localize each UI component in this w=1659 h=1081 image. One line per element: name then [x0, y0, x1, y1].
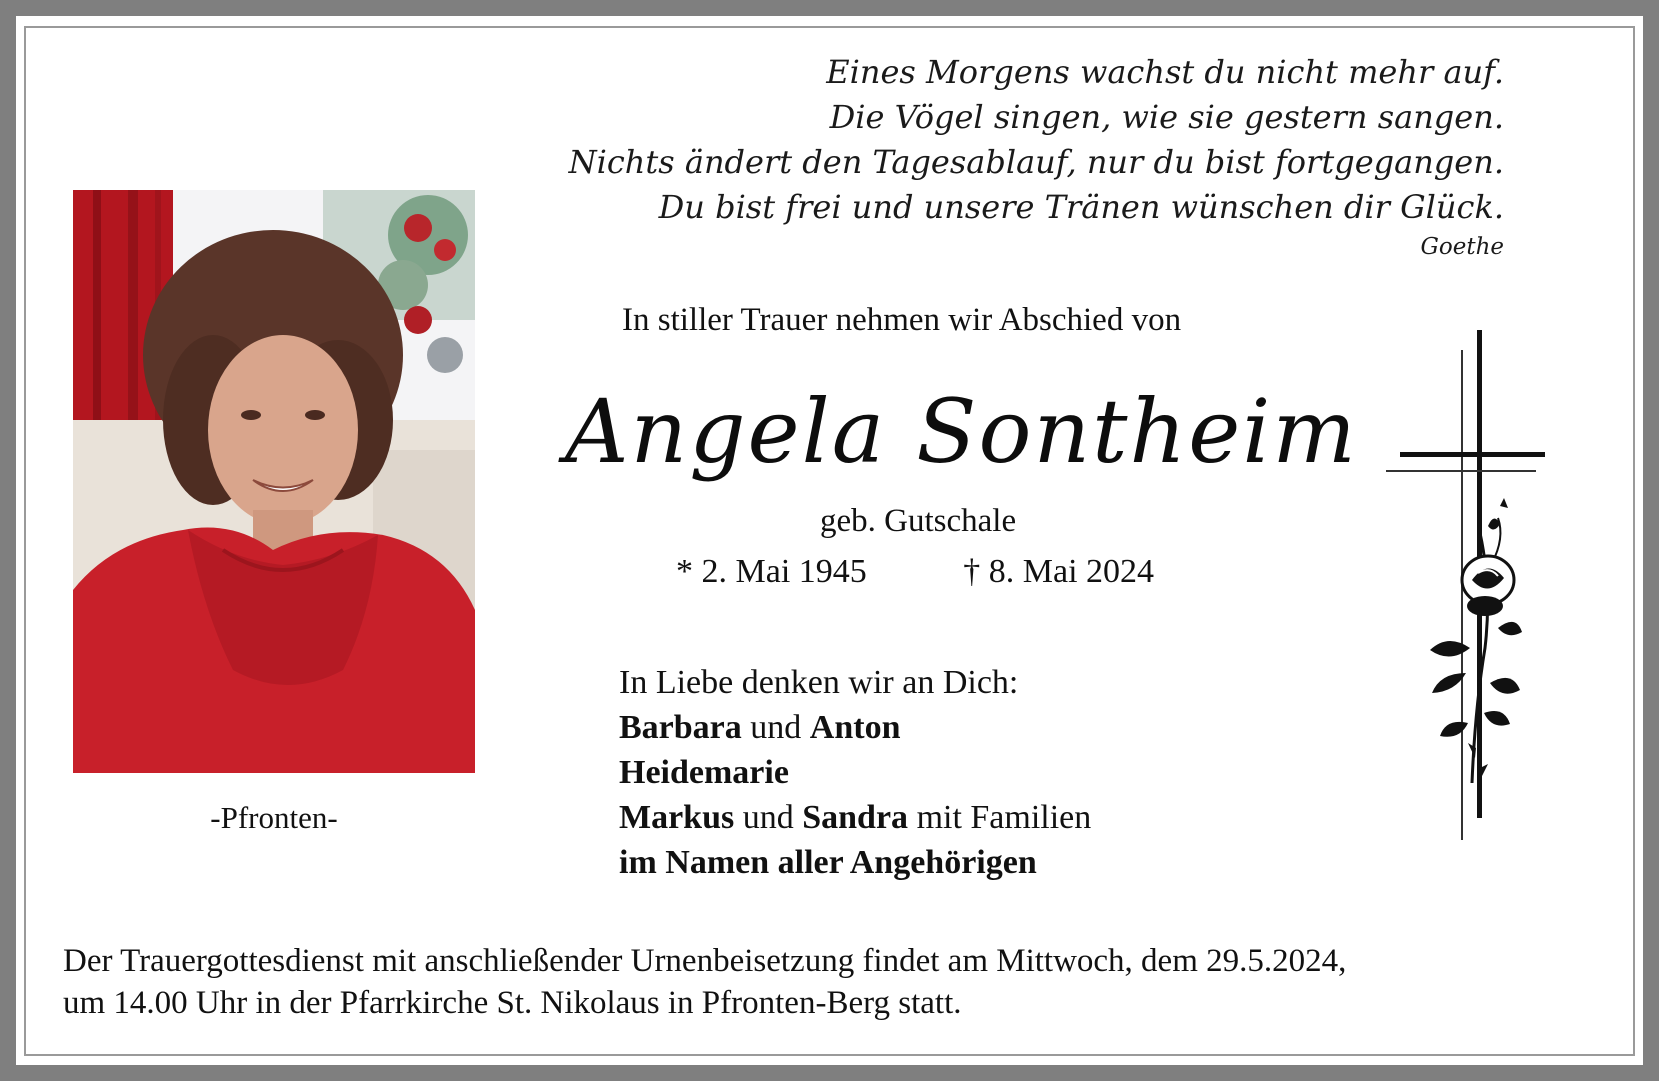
service-info: [63, 940, 1346, 1024]
death-date: † 8. Mai 2024: [963, 553, 1155, 590]
cross-icon: [1380, 328, 1550, 848]
mourner-line: [619, 840, 1091, 885]
deceased-place: -Pfronten-: [210, 800, 338, 835]
poem-line: Die Vögel singen, wie sie gestern sangen.: [829, 98, 1504, 136]
poem-line: Nichts ändert den Tagesablauf, nur du bist fortgegangen.: [568, 143, 1504, 181]
rose-icon: [1462, 556, 1514, 616]
deceased-name: Angela Sontheim: [565, 380, 1358, 483]
mourner-conjunction: und: [734, 799, 803, 836]
service-line: Der Trauergottesdienst mit anschließender Urnenbeisetzung findet am Mittwoch, dem 29.5.2024,: [63, 943, 1347, 979]
mourner-suffix: mit Familien: [908, 799, 1092, 836]
mourner-line: [619, 705, 1091, 750]
cross-with-rose: [1380, 328, 1550, 848]
poem-author: Goethe: [1420, 234, 1504, 260]
mourner-conjunction: und: [741, 709, 810, 746]
mourner-line: [619, 750, 1091, 795]
mourners-block: [619, 660, 1091, 885]
portrait-photo: [73, 190, 475, 773]
intro-text: In stiller Trauer nehmen wir Abschied von: [622, 302, 1182, 338]
mourner-line: [619, 795, 1091, 840]
mourner-name: im Namen aller Angehörigen: [619, 844, 1037, 881]
mourner-name: Barbara: [619, 709, 742, 746]
service-line: um 14.00 Uhr in der Pfarrkirche St. Nikolaus in Pfronten-Berg statt.: [63, 985, 962, 1021]
mourners-heading: In Liebe denken wir an Dich:: [619, 664, 1019, 701]
poem-line: Eines Morgens wachst du nicht mehr auf.: [826, 53, 1504, 91]
poem: [569, 50, 1504, 262]
mourner-name: Anton: [809, 709, 901, 746]
poem-line: Du bist frei und unsere Tränen wünschen dir Glück.: [658, 188, 1504, 226]
birth-date: * 2. Mai 1945: [676, 553, 867, 590]
mourner-name: Heidemarie: [619, 754, 789, 791]
life-dates: [676, 553, 1154, 591]
maiden-name: geb. Gutschale: [820, 503, 1017, 539]
mourner-name: Sandra: [802, 799, 909, 836]
portrait-illustration: [73, 190, 475, 773]
mourner-name: Markus: [619, 799, 735, 836]
